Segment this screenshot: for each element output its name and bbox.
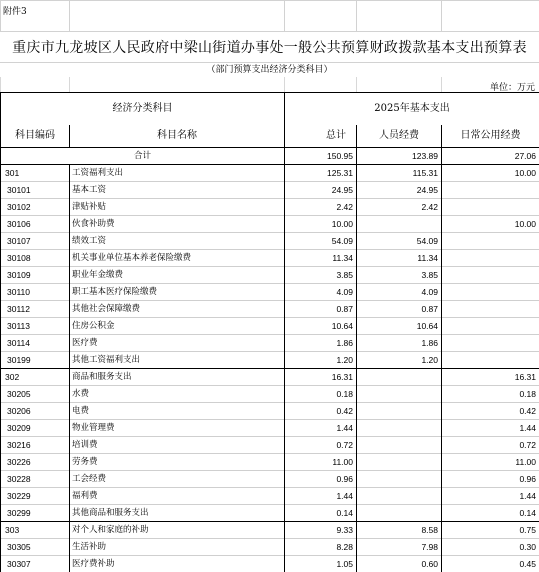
row-personnel-cell[interactable] <box>357 318 442 335</box>
row-code-cell[interactable] <box>1 505 70 522</box>
row-total: 0.96 <box>336 474 353 484</box>
row-personnel-cell[interactable] <box>357 165 442 182</box>
row-personnel-cell[interactable] <box>357 437 442 454</box>
row-code-cell[interactable] <box>1 386 70 403</box>
row-total-cell[interactable] <box>285 301 357 318</box>
row-total: 10.64 <box>332 321 353 331</box>
row-name-cell[interactable] <box>70 539 285 556</box>
row-public-cell[interactable] <box>442 471 539 488</box>
row-public: 0.45 <box>519 559 536 569</box>
table-row <box>1 267 539 284</box>
row-name-cell[interactable] <box>70 352 285 369</box>
row-name: 医疗费补助 <box>72 559 115 569</box>
row-code: 30109 <box>7 270 31 280</box>
row-public-cell[interactable] <box>442 403 539 420</box>
row-name: 其他工资福利支出 <box>72 355 140 365</box>
row-total-cell[interactable] <box>285 284 357 301</box>
row-public: 0.96 <box>519 474 536 484</box>
row-code: 30307 <box>7 559 31 569</box>
summary-public-cell[interactable] <box>442 148 539 165</box>
row-public-cell[interactable] <box>442 318 539 335</box>
row-name-cell[interactable] <box>70 505 285 522</box>
row-name-cell[interactable] <box>70 318 285 335</box>
row-total-cell[interactable] <box>285 369 357 386</box>
row-total-cell[interactable] <box>285 471 357 488</box>
row-total-cell[interactable] <box>285 165 357 182</box>
row-total: 24.95 <box>332 185 353 195</box>
row-public-cell[interactable] <box>442 369 539 386</box>
empty-cell[interactable] <box>357 1 442 32</box>
empty-cell[interactable] <box>1 77 70 92</box>
row-public: 0.18 <box>519 389 536 399</box>
row-code: 30305 <box>7 542 31 552</box>
row-public-cell[interactable] <box>442 454 539 471</box>
row-total-cell[interactable] <box>285 403 357 420</box>
row-personnel-cell[interactable] <box>357 216 442 233</box>
row-total: 3.85 <box>336 270 353 280</box>
row-name-cell[interactable] <box>70 471 285 488</box>
row-code: 302 <box>5 372 19 382</box>
row-public-cell[interactable] <box>442 301 539 318</box>
row-name: 物业管理费 <box>72 423 115 433</box>
row-code: 30112 <box>7 304 30 314</box>
row-public-cell[interactable] <box>442 284 539 301</box>
table-row <box>1 505 539 522</box>
row-code-cell[interactable] <box>1 488 70 505</box>
row-name: 福利费 <box>72 491 98 501</box>
row-name-cell[interactable] <box>70 369 285 386</box>
row-name: 水费 <box>72 389 89 399</box>
row-name-cell[interactable] <box>70 182 285 199</box>
row-personnel-cell[interactable] <box>357 386 442 403</box>
attachment-label: 附件3 <box>3 7 27 17</box>
row-personnel: 7.98 <box>421 542 438 552</box>
row-name: 津贴补贴 <box>72 202 106 212</box>
row-name-cell[interactable] <box>70 301 285 318</box>
row-total: 1.20 <box>336 355 353 365</box>
table-row <box>1 165 539 182</box>
row-code-cell[interactable] <box>1 233 70 250</box>
row-code: 30107 <box>7 236 31 246</box>
empty-cell[interactable] <box>357 77 442 92</box>
row-total: 54.09 <box>332 236 353 246</box>
row-personnel: 8.58 <box>421 525 438 535</box>
row-total-cell[interactable] <box>285 488 357 505</box>
empty-cell[interactable] <box>70 1 285 32</box>
row-personnel-cell[interactable] <box>357 471 442 488</box>
empty-cell[interactable] <box>70 77 285 92</box>
table-row <box>1 335 539 352</box>
summary-total-cell[interactable] <box>285 148 357 165</box>
attachment-row <box>0 0 539 32</box>
row-public: 10.00 <box>515 168 536 178</box>
row-name-cell[interactable] <box>70 216 285 233</box>
row-name: 其他商品和服务支出 <box>72 508 149 518</box>
row-name: 商品和服务支出 <box>72 372 132 382</box>
row-total: 16.31 <box>332 372 353 382</box>
row-public-cell[interactable] <box>442 216 539 233</box>
row-personnel: 0.87 <box>421 304 438 314</box>
row-total-cell[interactable] <box>285 267 357 284</box>
table-row <box>1 318 539 335</box>
row-personnel-cell[interactable] <box>357 284 442 301</box>
header-total: 总计 <box>326 130 346 141</box>
row-name-cell[interactable] <box>70 335 285 352</box>
table-row <box>1 284 539 301</box>
row-code-cell[interactable] <box>1 369 70 386</box>
unit-label: 单位：万元 <box>490 80 535 93</box>
row-personnel: 1.86 <box>421 338 438 348</box>
row-personnel: 54.09 <box>417 236 438 246</box>
row-personnel-cell[interactable] <box>357 233 442 250</box>
row-total-cell[interactable] <box>285 505 357 522</box>
row-name: 工资福利支出 <box>72 168 123 178</box>
row-name-cell[interactable] <box>70 488 285 505</box>
row-public: 0.42 <box>519 406 536 416</box>
row-total-cell[interactable] <box>285 522 357 539</box>
row-total: 1.44 <box>336 491 353 501</box>
row-name: 绩效工资 <box>72 236 106 246</box>
page-subtitle: （部门预算支出经济分类科目） <box>0 62 539 75</box>
row-name: 工会经费 <box>72 474 106 484</box>
row-name: 电费 <box>72 406 89 416</box>
row-total-cell[interactable] <box>285 335 357 352</box>
row-name: 职业年金缴费 <box>72 270 123 280</box>
summary-label: 合计 <box>134 151 151 161</box>
row-total-cell[interactable] <box>285 437 357 454</box>
row-name: 培训费 <box>72 440 98 450</box>
row-personnel-cell[interactable] <box>357 403 442 420</box>
row-code: 30101 <box>7 185 31 195</box>
row-total-cell[interactable] <box>285 420 357 437</box>
header-econ-class: 经济分类科目 <box>113 103 173 114</box>
row-code-cell[interactable] <box>1 199 70 216</box>
row-personnel: 0.60 <box>421 559 438 569</box>
row-public-cell[interactable] <box>442 199 539 216</box>
row-personnel-cell[interactable] <box>357 182 442 199</box>
row-personnel-cell[interactable] <box>357 420 442 437</box>
row-name: 住房公积金 <box>72 321 115 331</box>
row-total-cell[interactable] <box>285 182 357 199</box>
row-public-cell[interactable] <box>442 386 539 403</box>
row-code: 30209 <box>7 423 31 433</box>
header-budget-year-cell[interactable] <box>285 93 539 126</box>
header-budget-year: 2025年基本支出 <box>374 103 449 114</box>
row-name: 生活补助 <box>72 542 106 552</box>
row-personnel-cell[interactable] <box>357 352 442 369</box>
row-name-cell[interactable] <box>70 165 285 182</box>
row-personnel-cell[interactable] <box>357 454 442 471</box>
row-public: 0.30 <box>519 542 536 552</box>
table-row <box>1 420 539 437</box>
header-total-cell[interactable] <box>285 125 357 148</box>
row-name-cell[interactable] <box>70 233 285 250</box>
row-code: 30206 <box>7 406 31 416</box>
row-name-cell[interactable] <box>70 454 285 471</box>
header-personnel-cell[interactable] <box>357 125 442 148</box>
table-row <box>1 471 539 488</box>
row-public-cell[interactable] <box>442 420 539 437</box>
table-row <box>1 369 539 386</box>
row-code-cell[interactable] <box>1 216 70 233</box>
header-name: 科目名称 <box>157 130 197 141</box>
row-code: 30108 <box>7 253 31 263</box>
row-personnel: 115.31 <box>413 168 438 178</box>
row-total: 9.33 <box>336 525 353 535</box>
row-total-cell[interactable] <box>285 199 357 216</box>
row-name-cell[interactable] <box>70 386 285 403</box>
row-code-cell[interactable] <box>1 335 70 352</box>
table-row <box>1 522 539 539</box>
table-row <box>1 403 539 420</box>
row-personnel: 24.95 <box>417 185 438 195</box>
row-name-cell[interactable] <box>70 250 285 267</box>
header-code: 科目编码 <box>15 130 55 141</box>
row-public: 0.72 <box>519 440 536 450</box>
row-name: 机关事业单位基本养老保险缴费 <box>72 253 191 263</box>
summary-personnel-cell[interactable] <box>357 148 442 165</box>
row-total: 1.86 <box>336 338 353 348</box>
row-code-cell[interactable] <box>1 250 70 267</box>
row-total-cell[interactable] <box>285 233 357 250</box>
table-row <box>1 488 539 505</box>
row-name-cell[interactable] <box>70 420 285 437</box>
subtitle-cell[interactable] <box>0 62 539 77</box>
row-total-cell[interactable] <box>285 250 357 267</box>
row-public-cell[interactable] <box>442 522 539 539</box>
row-public: 16.31 <box>515 372 536 382</box>
row-public: 0.14 <box>519 508 536 518</box>
row-name: 基本工资 <box>72 185 106 195</box>
row-personnel-cell[interactable] <box>357 250 442 267</box>
table-row <box>1 182 539 199</box>
row-code-cell[interactable] <box>1 454 70 471</box>
row-public: 1.44 <box>519 423 536 433</box>
page-title: 重庆市九龙坡区人民政府中梁山街道办事处一般公共预算财政拨款基本支出预算表 <box>0 37 539 57</box>
title-cell[interactable] <box>0 31 539 63</box>
row-public-cell[interactable] <box>442 505 539 522</box>
row-total: 0.14 <box>336 508 353 518</box>
row-code-cell[interactable] <box>1 165 70 182</box>
row-total: 11.00 <box>332 457 353 467</box>
row-code: 30113 <box>7 321 30 331</box>
row-personnel-cell[interactable] <box>357 505 442 522</box>
row-total-cell[interactable] <box>285 386 357 403</box>
row-name-cell[interactable] <box>70 199 285 216</box>
row-public-cell[interactable] <box>442 335 539 352</box>
empty-cell[interactable] <box>442 1 539 32</box>
row-total: 1.44 <box>336 423 353 433</box>
row-code-cell[interactable] <box>1 437 70 454</box>
row-public: 0.75 <box>519 525 536 535</box>
row-code-cell[interactable] <box>1 352 70 369</box>
row-code-cell[interactable] <box>1 420 70 437</box>
table-row <box>1 539 539 556</box>
summary-row <box>1 148 539 165</box>
row-public: 10.00 <box>515 219 536 229</box>
row-public-cell[interactable] <box>442 182 539 199</box>
row-code-cell[interactable] <box>1 403 70 420</box>
row-code: 30228 <box>7 474 31 484</box>
row-personnel-cell[interactable] <box>357 267 442 284</box>
row-total: 4.09 <box>336 287 353 297</box>
row-code-cell[interactable] <box>1 471 70 488</box>
row-code-cell[interactable] <box>1 539 70 556</box>
row-name: 其他社会保障缴费 <box>72 304 140 314</box>
row-total-cell[interactable] <box>285 216 357 233</box>
row-total: 0.42 <box>336 406 353 416</box>
header-row-2 <box>1 125 539 148</box>
row-code-cell[interactable] <box>1 301 70 318</box>
row-code: 30226 <box>7 457 31 467</box>
row-code: 30216 <box>7 440 31 450</box>
row-code: 301 <box>5 168 19 178</box>
row-personnel-cell[interactable] <box>357 539 442 556</box>
row-code: 303 <box>5 525 19 535</box>
row-name: 职工基本医疗保险缴费 <box>72 287 157 297</box>
row-public-cell[interactable] <box>442 488 539 505</box>
row-code: 30199 <box>7 355 31 365</box>
summary-personnel: 123.89 <box>412 151 438 161</box>
table-row <box>1 233 539 250</box>
row-total: 0.72 <box>336 440 353 450</box>
row-total: 125.31 <box>327 168 353 178</box>
unit-row <box>0 77 539 93</box>
row-public-cell[interactable] <box>442 250 539 267</box>
summary-label-cell[interactable] <box>1 148 285 165</box>
header-code-cell[interactable] <box>1 125 70 148</box>
header-personnel: 人员经费 <box>379 130 419 141</box>
row-public-cell[interactable] <box>442 437 539 454</box>
row-personnel: 1.20 <box>421 355 438 365</box>
row-code: 30102 <box>7 202 31 212</box>
row-public-cell[interactable] <box>442 539 539 556</box>
row-public: 1.44 <box>519 491 536 501</box>
row-code-cell[interactable] <box>1 318 70 335</box>
row-name: 对个人和家庭的补助 <box>72 525 149 535</box>
row-personnel: 10.64 <box>417 321 438 331</box>
row-code: 30205 <box>7 389 31 399</box>
row-total-cell[interactable] <box>285 539 357 556</box>
attachment-label-cell[interactable] <box>1 1 70 32</box>
row-public-cell[interactable] <box>442 165 539 182</box>
row-personnel-cell[interactable] <box>357 369 442 386</box>
row-name-cell[interactable] <box>70 522 285 539</box>
row-name-cell[interactable] <box>70 284 285 301</box>
row-name: 伙食补助费 <box>72 219 115 229</box>
header-row-1 <box>1 93 539 126</box>
row-personnel-cell[interactable] <box>357 335 442 352</box>
row-name: 医疗费 <box>72 338 98 348</box>
row-name-cell[interactable] <box>70 403 285 420</box>
summary-total: 150.95 <box>327 151 353 161</box>
row-personnel: 2.42 <box>421 202 438 212</box>
row-total-cell[interactable] <box>285 318 357 335</box>
table-row <box>1 437 539 454</box>
table-row <box>1 216 539 233</box>
table-row <box>1 454 539 471</box>
row-personnel-cell[interactable] <box>357 522 442 539</box>
row-total-cell[interactable] <box>285 352 357 369</box>
row-code: 30114 <box>7 338 30 348</box>
header-name-cell[interactable] <box>70 125 285 148</box>
row-public-cell[interactable] <box>442 233 539 250</box>
row-total: 10.00 <box>332 219 353 229</box>
budget-table <box>0 92 539 572</box>
row-personnel: 3.85 <box>421 270 438 280</box>
table-row <box>1 386 539 403</box>
row-total: 0.18 <box>336 389 353 399</box>
row-public-cell[interactable] <box>442 267 539 284</box>
row-code: 30106 <box>7 219 31 229</box>
table-row <box>1 301 539 318</box>
row-personnel: 11.34 <box>417 253 438 263</box>
table-row <box>1 199 539 216</box>
row-public: 11.00 <box>515 457 536 467</box>
row-code-cell[interactable] <box>1 182 70 199</box>
header-public: 日常公用经费 <box>461 130 521 141</box>
unit-row-grid <box>0 77 539 92</box>
row-name: 劳务费 <box>72 457 98 467</box>
row-personnel: 4.09 <box>421 287 438 297</box>
row-total: 11.34 <box>332 253 353 263</box>
row-code: 30229 <box>7 491 31 501</box>
row-code: 30299 <box>7 508 31 518</box>
row-code: 30110 <box>7 287 30 297</box>
empty-cell[interactable] <box>285 1 357 32</box>
row-code-cell[interactable] <box>1 267 70 284</box>
summary-public: 27.06 <box>515 151 536 161</box>
row-personnel-cell[interactable] <box>357 199 442 216</box>
table-row <box>1 250 539 267</box>
row-total: 8.28 <box>336 542 353 552</box>
row-total-cell[interactable] <box>285 454 357 471</box>
row-total: 0.87 <box>336 304 353 314</box>
empty-cell[interactable] <box>285 77 357 92</box>
row-name-cell[interactable] <box>70 437 285 454</box>
row-personnel-cell[interactable] <box>357 301 442 318</box>
row-code-cell[interactable] <box>1 522 70 539</box>
row-code-cell[interactable] <box>1 284 70 301</box>
row-public-cell[interactable] <box>442 352 539 369</box>
row-personnel-cell[interactable] <box>357 488 442 505</box>
row-total: 2.42 <box>336 202 353 212</box>
header-econ-class-cell[interactable] <box>1 93 285 126</box>
table-row <box>1 352 539 369</box>
row-name-cell[interactable] <box>70 267 285 284</box>
row-total: 1.05 <box>336 559 353 569</box>
header-public-cell[interactable] <box>442 125 539 148</box>
